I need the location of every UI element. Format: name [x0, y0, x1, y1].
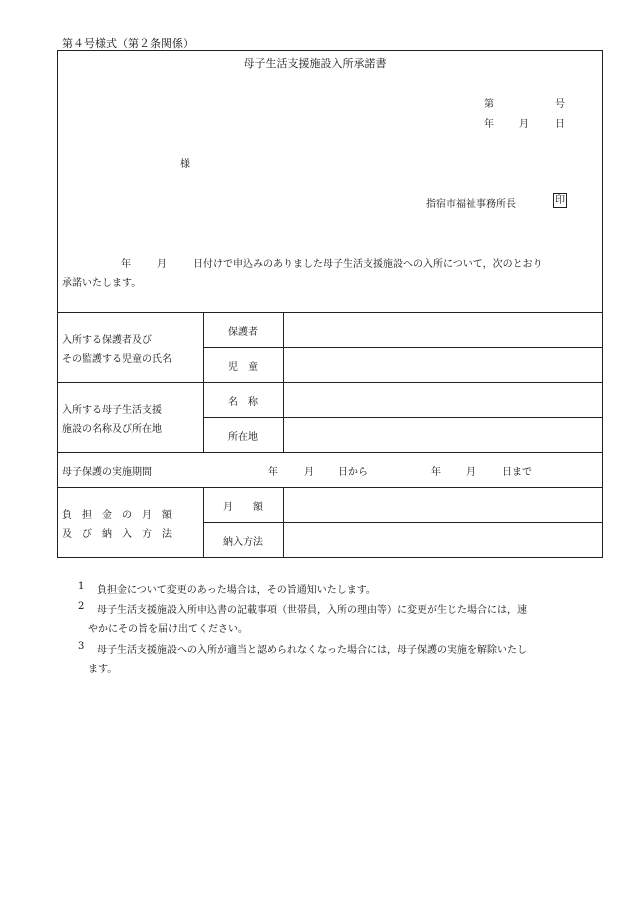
note-text-continued: ます。: [88, 664, 118, 675]
row4-sub-method: 納入方法: [223, 537, 263, 548]
row2-label-line1: 入所する母子生活支援: [62, 405, 162, 416]
document-title: 母子生活支援施設入所承諾書: [243, 57, 387, 70]
table-row-border: [57, 487, 603, 488]
row2-label-line2: 施設の名称及び所在地: [62, 424, 162, 435]
seal-mark: 印: [555, 195, 565, 206]
period-to-month: 月: [466, 467, 476, 478]
period-from-month: 月: [304, 467, 314, 478]
addressee-honorific: 様: [180, 159, 190, 170]
date-day: 日: [555, 119, 565, 130]
row2-sub-address: 所在地: [228, 432, 258, 443]
row1-sub-child: 児 童: [228, 362, 258, 373]
body-year: 年: [121, 259, 131, 270]
note-text: 母子生活支援施設入所申込書の記載事項（世帯員，入所の理由等）に変更が生じた場合には，速: [97, 605, 527, 616]
table-top-border: [57, 312, 603, 313]
note-text: 母子生活支援施設への入所が適当と認められなくなった場合には，母子保護の実施を解除いたし: [97, 645, 527, 656]
form-number: 第４号様式（第２条関係）: [62, 37, 194, 50]
row1-sub-guardian: 保護者: [228, 327, 258, 338]
body-text-line1: 日付けで申込みのありました母子生活支援施設への入所について，次のとおり: [193, 259, 543, 270]
table-row1-divider: [203, 347, 603, 348]
table-row2-divider: [203, 417, 603, 418]
period-from-day: 日から: [338, 467, 368, 478]
row4-label-line1: 負 担 金 の 月 額: [62, 510, 172, 521]
row3-label: 母子保護の実施期間: [62, 467, 152, 478]
row1-label-line2: その監護する児童の氏名: [62, 354, 172, 365]
row4-label-line2: 及 び 納 入 方 法: [62, 529, 172, 540]
note-number: 1: [78, 581, 85, 592]
table-row-border: [57, 452, 603, 453]
body-month: 月: [157, 259, 167, 270]
row4-sub-monthly: 月 額: [223, 502, 263, 513]
row1-label-line1: 入所する保護者及び: [62, 335, 152, 346]
body-text-line2: 承諾いたします。: [62, 278, 142, 289]
note-number: 2: [78, 601, 85, 612]
table-col-divider: [283, 487, 284, 557]
date-month: 月: [519, 119, 529, 130]
issuer-name: 指宿市福祉事務所長: [426, 199, 516, 210]
period-to-day: 日まで: [502, 467, 532, 478]
doc-number-suffix: 号: [555, 99, 565, 110]
row2-sub-name: 名 称: [228, 397, 258, 408]
period-from-year: 年: [268, 467, 278, 478]
table-row-border: [57, 382, 603, 383]
note-text: 負担金について変更のあった場合は，その旨通知いたします。: [97, 585, 376, 596]
note-number: 3: [78, 641, 85, 652]
doc-number-prefix: 第: [484, 99, 494, 110]
note-text-continued: やかにその旨を届け出てください。: [88, 624, 248, 635]
period-to-year: 年: [431, 467, 441, 478]
table-col-divider: [283, 312, 284, 452]
date-year: 年: [484, 119, 494, 130]
table-row4-divider: [203, 522, 603, 523]
